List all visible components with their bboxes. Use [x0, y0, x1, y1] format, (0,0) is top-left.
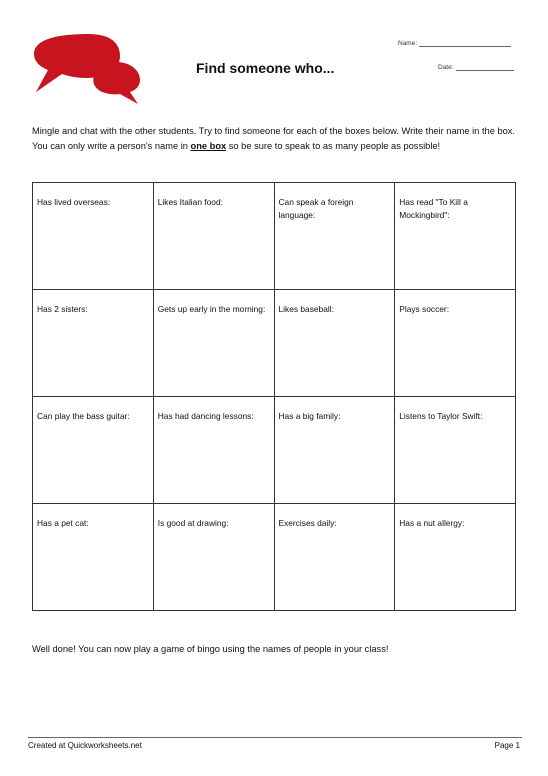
instructions-part2: so be sure to speak to as many people as possible! — [226, 141, 441, 151]
grid-cell[interactable]: Has a pet cat: — [33, 504, 154, 611]
instructions-part1: Mingle and chat with the other students. Try to find someone for each of the boxes below. Write their name in the box. You can only write a person's name in — [32, 126, 516, 151]
grid-cell[interactable]: Has a nut allergy: — [395, 504, 516, 611]
instructions — [32, 124, 520, 154]
find-someone-grid — [32, 182, 516, 611]
closing-text: Well done! You can now play a game of bingo using the names of people in your class! — [32, 644, 389, 654]
grid-cell[interactable]: Exercises daily: — [274, 504, 395, 611]
grid-cell[interactable]: Has had dancing lessons: — [153, 397, 274, 504]
grid-cell[interactable]: Has a big family: — [274, 397, 395, 504]
name-label: Name: — [398, 40, 418, 47]
instructions-emphasis: one box — [190, 141, 227, 151]
grid-row — [33, 290, 516, 397]
date-field — [438, 64, 514, 71]
grid-cell[interactable]: Likes Italian food: — [153, 183, 274, 290]
grid-cell[interactable]: Listens to Taylor Swift: — [395, 397, 516, 504]
grid-cell[interactable]: Is good at drawing: — [153, 504, 274, 611]
grid-cell[interactable]: Can play the bass guitar: — [33, 397, 154, 504]
date-line[interactable] — [456, 70, 514, 71]
footer-divider — [28, 737, 522, 738]
grid-cell[interactable]: Has lived overseas: — [33, 183, 154, 290]
name-field — [398, 40, 511, 47]
grid-row — [33, 183, 516, 290]
grid-row — [33, 504, 516, 611]
grid-cell[interactable]: Plays soccer: — [395, 290, 516, 397]
grid-cell[interactable]: Gets up early in the morning: — [153, 290, 274, 397]
speech-bubbles-logo-icon — [30, 30, 146, 106]
name-line[interactable] — [419, 46, 511, 47]
grid-cell[interactable]: Has read "To Kill a Mockingbird": — [395, 183, 516, 290]
footer-credit: Created at Quickworksheets.net — [28, 741, 142, 750]
grid-row — [33, 397, 516, 504]
page-title: Find someone who... — [196, 60, 335, 76]
grid-cell[interactable]: Likes baseball: — [274, 290, 395, 397]
grid-cell[interactable]: Can speak a foreign language: — [274, 183, 395, 290]
date-label: Date: — [438, 64, 454, 71]
page-number: Page 1 — [494, 741, 520, 750]
grid-cell[interactable]: Has 2 sisters: — [33, 290, 154, 397]
